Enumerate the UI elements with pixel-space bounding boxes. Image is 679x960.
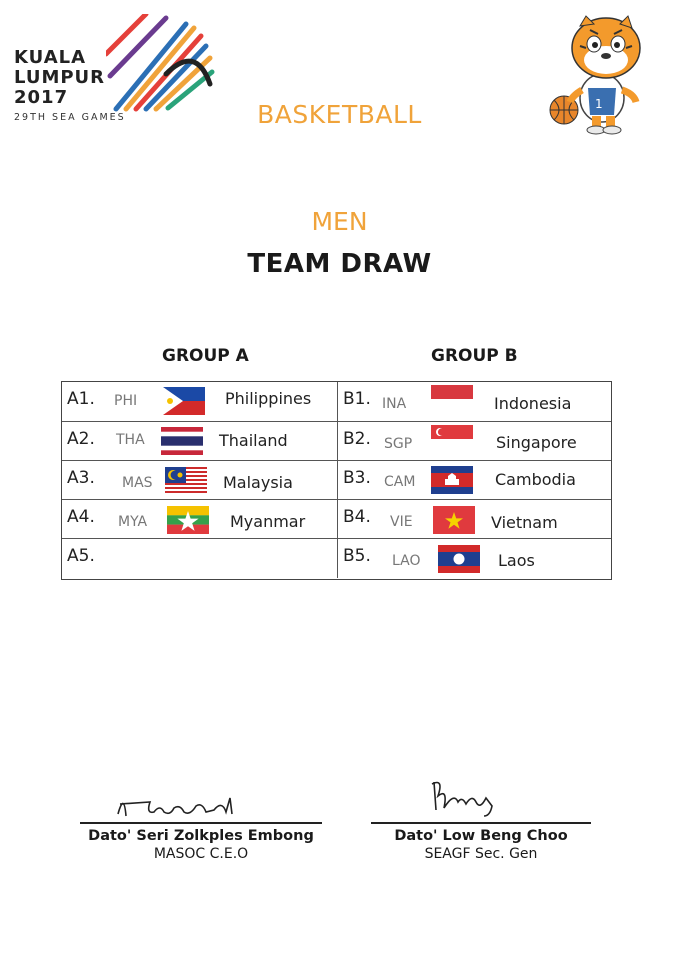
myanmar-flag-icon [167, 506, 209, 534]
table-row [62, 421, 611, 461]
slot-label: B1. [343, 389, 371, 409]
philippines-flag-icon [163, 387, 205, 415]
country-name: Singapore [496, 433, 577, 452]
slot-label: A5. [67, 546, 95, 566]
group-a-cell [62, 461, 336, 500]
group-a-cell [62, 382, 336, 421]
country-name: Indonesia [494, 394, 572, 413]
table-row [62, 538, 611, 578]
slot-label: B2. [343, 429, 371, 449]
sport-title: BASKETBALL [257, 100, 422, 129]
logo-text-lumpur: LUMPUR [14, 67, 106, 88]
thailand-flag-icon [161, 427, 203, 455]
table-row [62, 499, 611, 539]
country-name: Vietnam [491, 513, 558, 532]
logo-subtitle: 29TH SEA GAMES [14, 112, 126, 123]
group-b-cell [337, 539, 612, 578]
group-b-cell [337, 461, 612, 500]
country-code: THA [116, 432, 145, 448]
country-code: PHI [114, 393, 138, 409]
country-name: Philippines [225, 389, 312, 408]
group-a-cell [62, 500, 336, 539]
signatory-name-right: Dato' Low Beng Choo [394, 828, 568, 844]
team-draw-title: TEAM DRAW [247, 249, 432, 279]
signature-low [428, 772, 508, 820]
signatory-title-left: MASOC C.E.O [153, 846, 249, 862]
cambodia-flag-icon [431, 466, 473, 494]
country-name: Cambodia [495, 470, 576, 489]
slot-label: A4. [67, 507, 95, 527]
logo-stripes-graphic [106, 14, 216, 114]
table-row [62, 460, 611, 500]
group-a-cell [62, 539, 336, 578]
group-b-cell [337, 382, 612, 421]
country-name: Malaysia [223, 473, 293, 492]
slot-label: B5. [343, 546, 371, 566]
slot-label: A1. [67, 389, 95, 409]
slot-label: A2. [67, 429, 95, 449]
logo-text-kuala: KUALA [14, 47, 87, 68]
country-name: Myanmar [230, 512, 306, 531]
svg-text:1: 1 [595, 97, 603, 111]
malaysia-flag-icon [165, 467, 207, 495]
gender-title: MEN [311, 207, 368, 236]
singapore-flag-icon [431, 425, 473, 453]
country-code: LAO [392, 553, 421, 569]
slot-label: B3. [343, 468, 371, 488]
group-b-cell [337, 500, 612, 539]
country-code: MYA [118, 514, 148, 530]
country-code: SGP [384, 436, 413, 452]
signature-line-right [371, 822, 591, 824]
country-name: Laos [498, 551, 535, 570]
slot-label: B4. [343, 507, 371, 527]
signature-line-left [80, 822, 322, 824]
signatory-title-right: SEAGF Sec. Gen [424, 846, 538, 862]
signatory-name-left: Dato' Seri Zolkples Embong [88, 828, 314, 844]
country-code: MAS [122, 475, 153, 491]
logo-text-year: 2017 [14, 87, 69, 108]
country-code: CAM [384, 474, 416, 490]
country-code: VIE [390, 514, 413, 530]
table-row [62, 382, 611, 421]
group-a-cell [62, 422, 336, 461]
signature-embong [110, 786, 250, 822]
group-a-heading: GROUP A [162, 346, 249, 366]
slot-label: A3. [67, 468, 95, 488]
country-code: INA [382, 396, 407, 412]
group-b-heading: GROUP B [431, 346, 518, 366]
vietnam-flag-icon [433, 506, 475, 534]
draw-table [61, 381, 612, 580]
group-b-cell [337, 422, 612, 461]
country-name: Thailand [219, 431, 288, 450]
laos-flag-icon [438, 545, 480, 573]
indonesia-flag-icon [431, 385, 473, 413]
